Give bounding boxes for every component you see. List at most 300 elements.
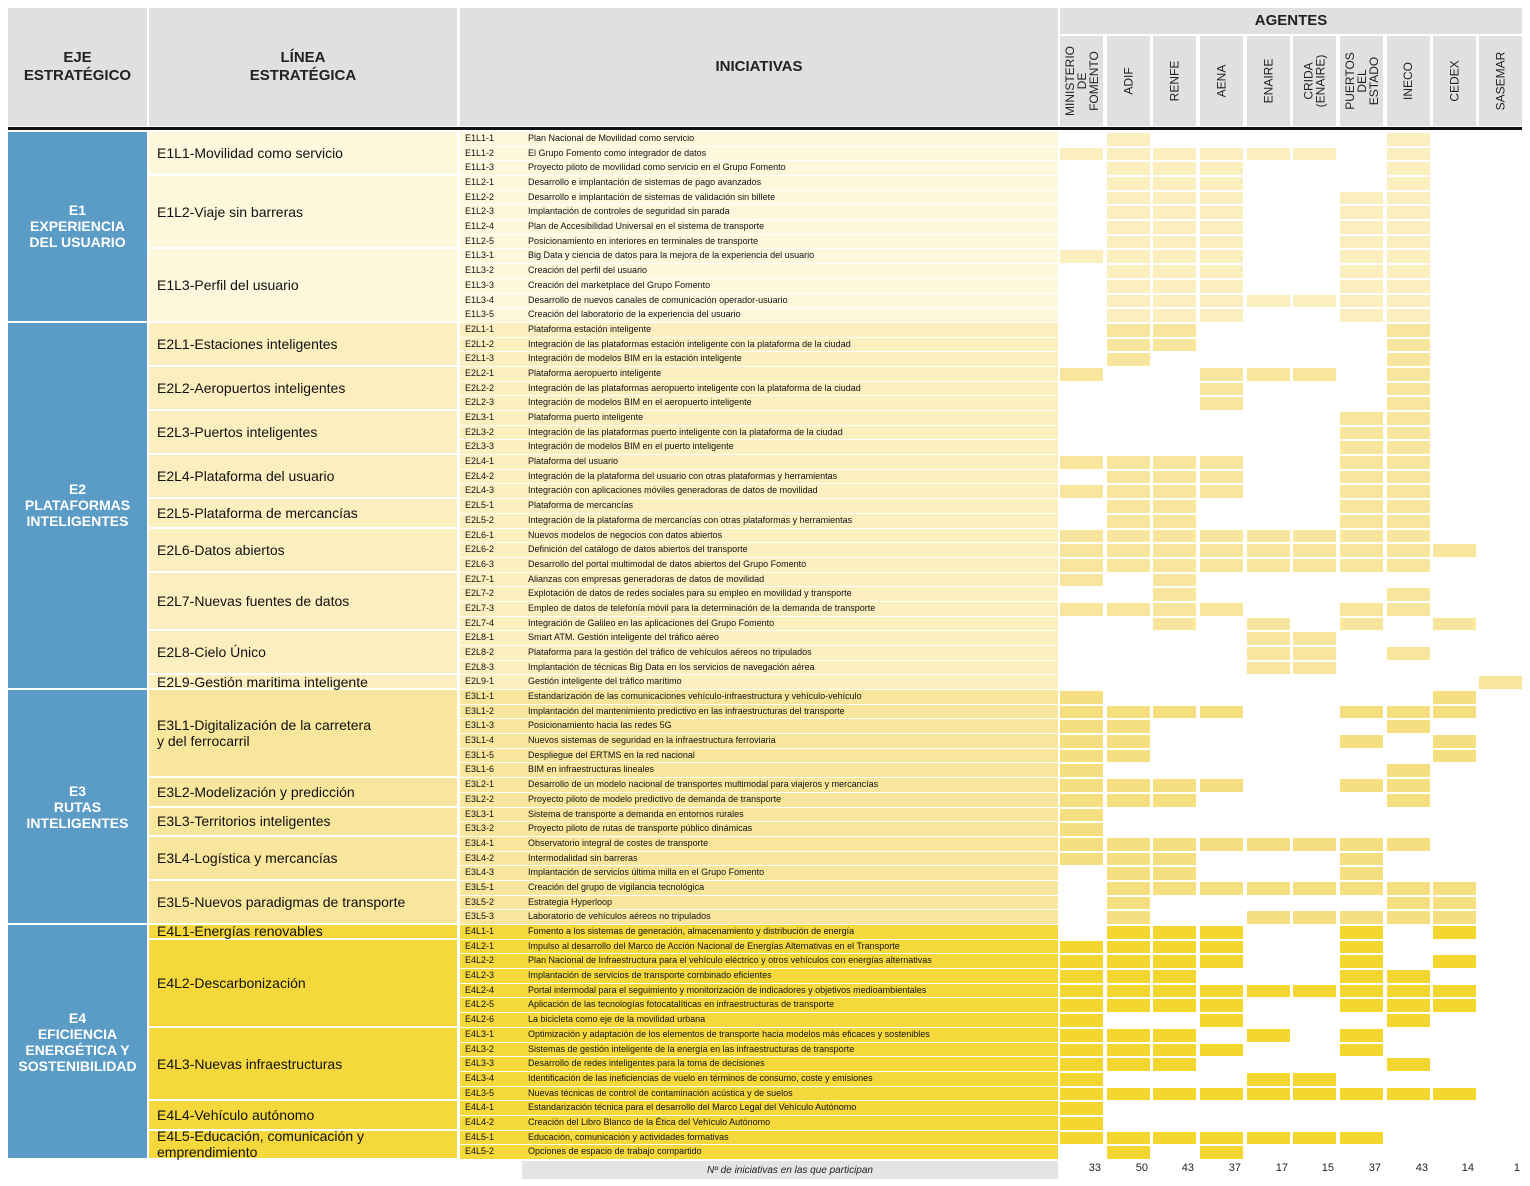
agent-cell [1433,882,1476,895]
initiative-code: E2L7-1 [465,573,495,584]
initiative-code: E1L2-1 [465,177,495,188]
initiative-text: Integración de las plataformas puerto inteligente con la plataforma de la ciudad [528,426,843,437]
agent-cell [1200,206,1243,219]
agent-cell [1153,250,1196,263]
agent-cell [1387,456,1430,469]
agent-cell [1060,250,1103,263]
agent-cell [1247,662,1290,675]
agent-cell [1200,192,1243,205]
agent-cell [1060,853,1103,866]
agent-cell [1247,559,1290,572]
agent-cell [1200,882,1243,895]
total-value: 14 [1461,1162,1474,1174]
agent-cell [1060,148,1103,161]
initiative-code: E2L9-1 [465,676,495,687]
agent-cell [1387,148,1430,161]
agent-cell [1387,530,1430,543]
agent-cell [1340,999,1383,1012]
agent-cell [1200,368,1243,381]
agent-cell [1153,926,1196,939]
agent-cell [1247,1088,1290,1101]
agent-cell [1153,838,1196,851]
agent-cell [1293,559,1336,572]
agent-cell [1153,574,1196,587]
initiative-code: E2L3-1 [465,412,495,423]
agent-cell [1293,838,1336,851]
agent-cell [1387,309,1430,322]
agent-cell [1107,353,1150,366]
total-value: 1 [1513,1162,1520,1174]
initiative-code: E2L1-2 [465,338,495,349]
agent-cell [1340,427,1383,440]
linea-e4l1: E4L1-Energías renovables [149,925,457,938]
agent-cell [1387,133,1430,146]
linea-e4l4: E4L4-Vehículo autónomo [149,1101,457,1128]
initiative-code: E1L2-4 [465,221,495,232]
agent-cell [1200,838,1243,851]
table-row [460,249,1058,263]
initiative-code: E1L2-5 [465,235,495,246]
linea-e1l1: E1L1-Movilidad como servicio [149,132,457,174]
agent-cell [1340,1088,1383,1101]
agent-cell [1060,955,1103,968]
initiative-code: E2L8-1 [465,632,495,643]
linea-e2l7: E2L7-Nuevas fuentes de datos [149,573,457,630]
initiative-text: Proyecto piloto de modelo predictivo de demanda de transporte [528,793,782,804]
agent-cell [1153,221,1196,234]
table-row [460,264,1058,278]
agent-cell [1107,515,1150,528]
initiative-code: E3L1-2 [465,705,495,716]
linea-e3l5: E3L5-Nuevos paradigmas de transporte [149,881,457,923]
initiative-text: Identificación de las ineficiencias de vuelo en términos de consumo, coste y emisiones [528,1072,873,1083]
agent-cell [1340,206,1383,219]
agent-cell [1107,1088,1150,1101]
agent-cell [1340,500,1383,513]
agent-cell [1387,764,1430,777]
agent-cell [1107,295,1150,308]
table-row [460,294,1058,308]
agent-cell [1340,838,1383,851]
agent-cell [1060,794,1103,807]
agent-cell [1153,471,1196,484]
agent-cell [1387,544,1430,557]
agent-cell [1247,985,1290,998]
agent-cell [1107,309,1150,322]
agent-cell [1060,1132,1103,1145]
agent-cell [1387,471,1430,484]
agent-cell [1060,764,1103,777]
agent-cell [1153,559,1196,572]
linea-e3l1: E3L1-Digitalización de la carretera y del ferrocarril [149,690,457,776]
agent-cell [1107,941,1150,954]
table-row [460,1087,1058,1101]
initiative-code: E4L5-2 [465,1146,495,1157]
agent-cell [1060,1102,1103,1115]
agent-cell [1060,1058,1103,1071]
agent-cell [1107,706,1150,719]
agent-cell [1200,706,1243,719]
agent-cell [1387,985,1430,998]
initiative-code: E4L2-3 [465,970,495,981]
agent-cell [1293,911,1336,924]
initiative-code: E3L5-2 [465,896,495,907]
agent-cell [1293,985,1336,998]
initiative-text: Laboratorio de vehículos aéreos no tripulados [528,911,711,922]
linea-header: LÍNEA ESTRATÉGICA [249,49,357,84]
initiative-code: E1L3-5 [465,309,495,320]
agent-cell [1387,485,1430,498]
initiative-code: E4L3-3 [465,1058,495,1069]
agent-cell [1060,456,1103,469]
agent-cell [1153,1132,1196,1145]
agent-cell [1387,441,1430,454]
total-value: 43 [1181,1162,1194,1174]
agent-cell [1153,955,1196,968]
iniciativas-header: INICIATIVAS [715,58,803,75]
initiative-text: Explotación de datos de redes sociales para su empleo en movilidad y transporte [528,588,852,599]
initiative-text: Integración de modelos BIM en el puerto inteligente [528,441,734,452]
initiative-text: Implantación de servicios última milla en el Grupo Fomento [528,867,765,878]
initiative-text: Desarrollo de un modelo nacional de transportes multimodal para viajeros y mercancías [528,779,879,790]
agent-cell [1340,280,1383,293]
agent-cell [1200,162,1243,175]
table-row [460,910,1058,924]
agent-cell [1060,750,1103,763]
agent-cell [1247,148,1290,161]
agent-cell [1107,779,1150,792]
initiative-code: E4L4-1 [465,1102,495,1113]
initiative-code: E1L3-4 [465,294,495,305]
agent-cell [1153,882,1196,895]
agent-cell [1340,309,1383,322]
agent-cell [1060,1117,1103,1130]
agent-cell [1293,647,1336,660]
agent-cell [1200,926,1243,939]
agent-cell [1387,603,1430,616]
table-row [460,1043,1058,1057]
agent-cell [1107,750,1150,763]
table-row [460,631,1058,645]
initiative-code: E4L2-4 [465,984,495,995]
initiative-code: E2L2-3 [465,397,495,408]
table-row [460,352,1058,366]
agent-cell [1060,970,1103,983]
agent-cell [1153,941,1196,954]
agent-cell [1293,1073,1336,1086]
initiative-text: Proyecto piloto de movilidad como servicio en el Grupo Fomento [528,162,786,173]
table-row [460,778,1058,792]
table-row [460,763,1058,777]
initiative-text: Posicionamiento en interiores en terminales de transporte [528,235,759,246]
agent-cell [1387,515,1430,528]
initiative-code: E2L1-3 [465,353,495,364]
agent-cell [1433,618,1476,631]
table-row [460,543,1058,557]
initiative-code: E2L6-2 [465,544,495,555]
agent-cell [1153,515,1196,528]
agent-cell [1340,412,1383,425]
initiative-code: E2L7-3 [465,602,495,613]
agent-cell [1200,941,1243,954]
initiative-code: E1L1-2 [465,147,495,158]
agent-cell [1200,250,1243,263]
agent-cell [1247,295,1290,308]
agent-cell [1293,1088,1336,1101]
agent-cell [1387,324,1430,337]
agent-cell [1107,500,1150,513]
agent-cell [1340,221,1383,234]
table-row [460,1057,1058,1071]
agent-cell [1340,515,1383,528]
agent-cell [1387,177,1430,190]
agent-cell [1060,559,1103,572]
initiative-text: Desarrollo e implantación de sistemas de pago avanzados [528,177,762,188]
agent-cell [1340,456,1383,469]
agent-cell [1387,838,1430,851]
agent-header [1060,36,1103,126]
total-value: 17 [1275,1162,1288,1174]
linea-e4l5: E4L5-Educación, comunicación y emprendimiento [149,1131,457,1158]
agent-cell [1293,295,1336,308]
initiative-code: E3L5-1 [465,881,495,892]
agent-cell [1200,544,1243,557]
agent-cell [1433,750,1476,763]
agent-cell [1247,632,1290,645]
agent-cell [1200,1146,1243,1159]
initiative-text: Alianzas con empresas generadoras de datos de movilidad [528,573,765,584]
agent-header-label: AENA [1214,64,1229,98]
agent-cell [1060,809,1103,822]
agent-cell [1387,162,1430,175]
initiative-text: La bicicleta como eje de la movilidad urbana [528,1014,706,1025]
table-row [460,881,1058,895]
agent-cell [1107,897,1150,910]
agent-cell [1060,1029,1103,1042]
initiative-code: E4L3-4 [465,1072,495,1083]
agent-header [1247,36,1290,126]
initiative-code: E2L8-2 [465,647,495,657]
agent-cell [1200,779,1243,792]
table-row [460,646,1058,660]
table-row [460,235,1058,249]
initiative-code: E1L3-2 [465,265,495,276]
agent-cell [1340,1132,1383,1145]
agent-cell [1387,412,1430,425]
agent-cell [1153,324,1196,337]
initiative-code: E2L5-1 [465,500,495,511]
agent-cell [1200,236,1243,249]
agent-cell [1060,603,1103,616]
agent-cell [1153,853,1196,866]
agent-cell [1200,985,1243,998]
table-row [460,822,1058,836]
linea-e1l3: E1L3-Perfil del usuario [149,249,457,320]
agent-cell [1387,970,1430,983]
initiative-code: E2L1-1 [465,323,495,334]
agent-cell [1200,1044,1243,1057]
table-row [460,1072,1058,1086]
initiative-code: E3L4-3 [465,867,495,878]
table-row [460,808,1058,822]
linea-e2l6: E2L6-Datos abiertos [149,529,457,571]
agent-header [1107,36,1150,126]
agent-cell [1387,779,1430,792]
table-row [460,734,1058,748]
initiative-text: Optimización y adaptación de los elementos de transporte hacia modelos más eficaces y sostenibles [528,1028,930,1039]
initiative-code: E2L3-3 [465,441,495,452]
agent-cell [1340,867,1383,880]
agent-cell [1107,471,1150,484]
agent-cell [1200,1132,1243,1145]
initiative-text: Integración de la plataforma de mercancías con otras plataformas y herramientas [528,514,853,525]
agent-header [1153,36,1196,126]
initiative-text: Integración de modelos BIM en la estación inteligente [528,353,742,364]
agent-cell [1107,206,1150,219]
table-row [460,587,1058,601]
initiative-text: Desarrollo e implantación de sistemas de validación sin billete [528,191,776,202]
table-row [460,705,1058,719]
initiative-code: E3L1-6 [465,764,495,775]
agent-cell [1387,221,1430,234]
agent-header [1200,36,1243,126]
agent-cell [1340,265,1383,278]
table-row [460,455,1058,469]
initiative-code: E4L5-1 [465,1131,495,1142]
initiative-text: Integración de modelos BIM en el aeropuerto inteligente [528,397,752,408]
eje-e4: E4 EFICIENCIA ENERGÉTICA Y SOSTENIBILIDAD [8,925,147,1158]
agent-cell [1340,882,1383,895]
initiative-code: E4L2-5 [465,999,495,1010]
initiative-code: E1L2-2 [465,191,495,202]
agent-cell [1153,618,1196,631]
agent-cell [1107,603,1150,616]
agent-cell [1247,911,1290,924]
initiative-text: Plan Nacional de Movilidad como servicio [528,133,695,143]
agent-cell [1340,779,1383,792]
agent-cell [1107,1146,1150,1159]
table-row [460,984,1058,998]
total-value: 33 [1088,1162,1101,1174]
initiative-text: Definición del catálogo de datos abiertos del transporte [528,544,748,555]
table-row [460,529,1058,543]
agent-cell [1200,1088,1243,1101]
table-row [460,749,1058,763]
initiative-code: E2L4-3 [465,485,495,496]
table-row [460,925,1058,939]
agent-cell [1107,559,1150,572]
agent-cell [1433,985,1476,998]
agent-cell [1433,999,1476,1012]
initiative-code: E4L4-2 [465,1116,495,1127]
eje-e3: E3 RUTAS INTELIGENTES [8,690,147,923]
agent-cell [1387,295,1430,308]
table-row [460,191,1058,205]
agent-cell [1060,706,1103,719]
linea-e4l2: E4L2-Descarbonización [149,940,457,1026]
initiative-code: E3L1-3 [465,720,495,731]
agent-cell [1387,206,1430,219]
agent-cell [1107,177,1150,190]
agent-cell [1107,456,1150,469]
agent-cell [1153,309,1196,322]
table-row [460,220,1058,234]
agent-cell [1060,691,1103,704]
initiative-code: E4L1-1 [465,926,495,937]
agent-cell [1387,897,1430,910]
agent-cell [1200,148,1243,161]
initiative-code: E1L3-1 [465,250,495,261]
initiative-text: Integración de Galileo en las aplicaciones del Grupo Fomento [528,617,775,628]
initiative-text: Plataforma del usuario [528,456,619,467]
initiative-text: Integración de las plataformas estación inteligente con la plataforma de la ciudad [528,338,851,349]
table-row [460,440,1058,454]
agent-cell [1107,882,1150,895]
agent-cell [1200,383,1243,396]
initiative-text: Implantación de controles de seguridad sin parada [528,206,730,217]
agent-cell [1247,530,1290,543]
initiative-text: BIM en infraestructuras lineales [528,764,655,775]
initiative-text: Estrategia Hyperloop [528,896,613,907]
agent-cell [1153,265,1196,278]
initiative-text: Creación del marketplace del Grupo Fomento [528,279,711,290]
initiative-code: E1L3-3 [465,279,495,290]
agent-cell [1200,295,1243,308]
agent-cell [1107,1132,1150,1145]
initiative-code: E3L3-1 [465,808,495,819]
agent-cell [1153,280,1196,293]
agent-cell [1107,1029,1150,1042]
table-row [460,176,1058,190]
agent-cell [1153,1088,1196,1101]
initiative-text: Plataforma estación inteligente [528,323,652,334]
linea-e2l2: E2L2-Aeropuertos inteligentes [149,367,457,409]
agent-cell [1153,779,1196,792]
initiative-text: Plataforma para la gestión del tráfico de vehículos aéreos no tripulados [528,647,812,657]
agent-cell [1107,853,1150,866]
initiative-code: E3L4-2 [465,852,495,863]
table-row [460,969,1058,983]
agent-header-label: RENFE [1167,60,1182,102]
agent-cell [1387,1014,1430,1027]
agent-cell [1247,1132,1290,1145]
initiative-text: El Grupo Fomento como integrador de datos [528,147,707,158]
initiative-code: E2L7-2 [465,588,495,599]
table-row [460,1028,1058,1042]
initiative-text: Observatorio integral de costes de transporte [528,837,709,848]
agent-cell [1340,955,1383,968]
eje-e1: E1 EXPERIENCIA DEL USUARIO [8,132,147,321]
linea-e2l3: E2L3-Puertos inteligentes [149,411,457,453]
agent-cell [1387,383,1430,396]
agent-cell [1340,192,1383,205]
agent-cell [1293,632,1336,645]
agent-cell [1387,720,1430,733]
initiative-text: Proyecto piloto de rutas de transporte público dinámicas [528,823,753,834]
table-row [460,793,1058,807]
agent-cell [1153,148,1196,161]
agent-cell [1340,559,1383,572]
initiative-code: E2L2-1 [465,367,495,378]
initiative-text: Sistemas de gestión inteligente de la energía en las infraestructuras de transporte [528,1043,855,1054]
linea-e3l2: E3L2-Modelización y predicción [149,778,457,805]
agent-cell [1340,618,1383,631]
agent-cell [1107,926,1150,939]
agent-cell [1153,867,1196,880]
agent-cell [1340,926,1383,939]
table-row [460,719,1058,733]
agent-header-label: MINISTERIO DE FOMENTO [1062,45,1101,117]
